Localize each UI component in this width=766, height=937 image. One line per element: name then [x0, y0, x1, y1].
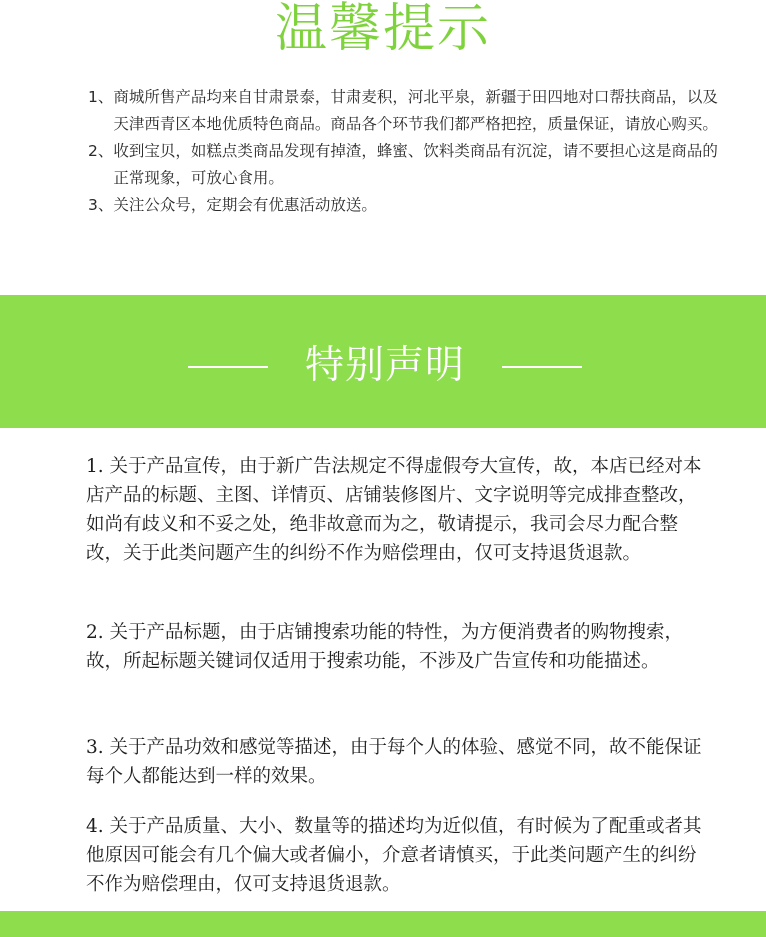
statement-item: 4. 关于产品质量、大小、数量等的描述均为近似值，有时候为了配重或者其他原因可能会有几个偏大或者偏小，介意者请慎买，于此类问题产生的纠纷不作为赔偿理由，仅可支持退货退款。	[86, 816, 702, 895]
banner-divider-right	[502, 366, 582, 368]
bottom-bar	[0, 911, 766, 937]
statement-item: 3. 关于产品功效和感觉等描述，由于每个人的体验、感觉不同，故不能保证每个人都能达到一样的效果。	[86, 737, 702, 787]
tips-title: 温馨提示	[274, 0, 491, 59]
tips-list	[88, 84, 720, 219]
tip-text: 关注公众号，定期会有优惠活动放送。	[113, 196, 377, 214]
tip-item	[88, 192, 720, 219]
statement-banner	[0, 295, 766, 428]
tip-number: 2、	[88, 142, 114, 160]
statement-title: 特别声明	[304, 343, 465, 388]
tip-number: 3、	[88, 196, 114, 214]
tip-item	[88, 138, 720, 192]
banner-divider-left	[188, 366, 268, 368]
tip-number: 1、	[88, 88, 114, 106]
tip-text: 收到宝贝，如糕点类商品发现有掉渣，蜂蜜、饮料类商品有沉淀，请不要担心这是商品的正常现象，可放心食用。	[113, 142, 718, 187]
tip-text: 商城所售产品均来自甘肃景泰，甘肃麦积，河北平泉，新疆于田四地对口帮扶商品，以及天津西青区本地优质特色商品。商品各个环节我们都严格把控，质量保证，请放心购买。	[113, 88, 718, 133]
tip-item	[88, 84, 720, 138]
statement-item: 2. 关于产品标题，由于店铺搜索功能的特性，为方便消费者的购物搜索，故，所起标题关键词仅适用于搜索功能，不涉及广告宣传和功能描述。	[86, 622, 684, 672]
statement-item: 1. 关于产品宣传，由于新广告法规定不得虚假夸大宣传，故，本店已经对本店产品的标题、主图、详情页、店铺装修图片、文字说明等完成排查整改，如尚有歧义和不妥之处，绝非故意而为之，敬请提示，我司会尽力配合整改，关于此类问题产生的纠纷不作为赔偿理由，仅可支持退货退款。	[86, 456, 702, 564]
